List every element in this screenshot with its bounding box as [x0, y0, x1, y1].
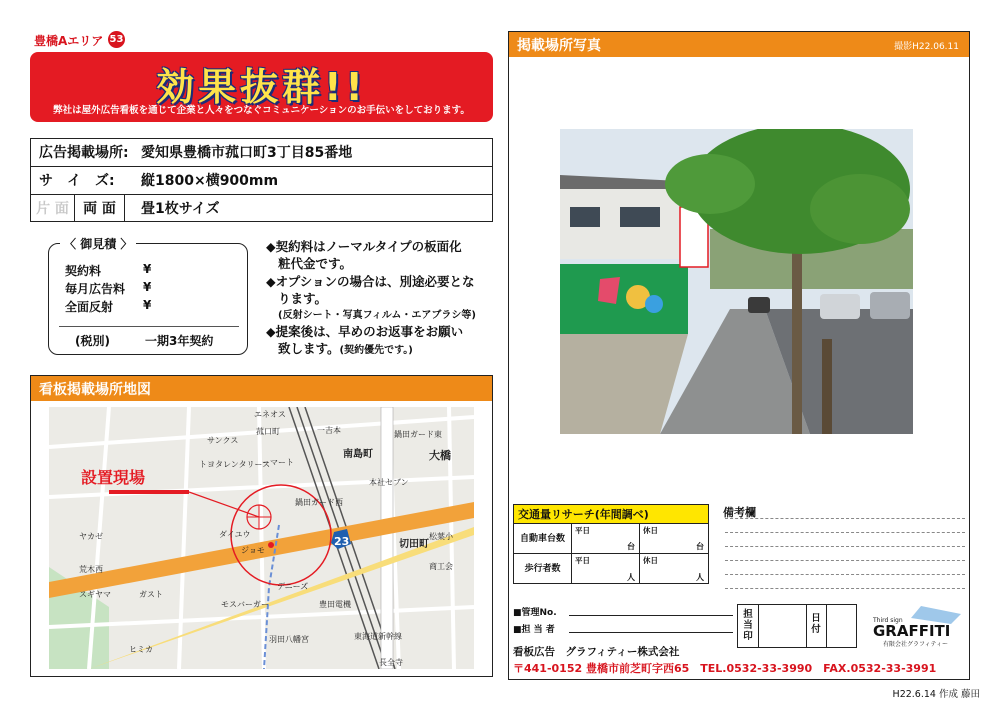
- note-1-line-2: 粧代金です。: [278, 256, 353, 271]
- traffic-title: 交通量リサーチ(年間調べ): [514, 505, 708, 524]
- traffic-car-holiday-unit: 台: [696, 542, 704, 551]
- stamp-divider: [758, 605, 759, 647]
- map-label-mosubaga: モスバーガー: [221, 600, 269, 609]
- traffic-car-weekday-unit: 台: [627, 542, 635, 551]
- logo-main: GRAFFITI: [873, 622, 951, 640]
- estimate-monthly-label: 毎月広告料: [65, 282, 126, 296]
- side-double: 両 面: [75, 195, 125, 222]
- estimate-tax: (税別): [75, 334, 110, 348]
- map-label-toyota: トヨタレンタリース: [199, 460, 271, 469]
- estimate-contract-label: 契約料: [65, 264, 102, 278]
- location-label: 広告掲載場所:: [39, 145, 129, 161]
- map-label-eneos: エネオス: [254, 410, 286, 419]
- estimate-box: [48, 243, 248, 355]
- map-label-ichikawa: 一吉本: [317, 426, 341, 435]
- note-2-small: (反射シート・写真フィルム・エアブラシ等): [278, 310, 476, 321]
- estimate-title: 〈 御見積 〉: [60, 235, 136, 252]
- logo-kana: 有限会社グラフィティー: [883, 641, 949, 648]
- stamp-divider: [826, 605, 827, 647]
- info-table: [30, 138, 493, 222]
- remark-line: [725, 532, 965, 533]
- location-map: [49, 407, 474, 669]
- person-label: ■担 当 者: [513, 625, 555, 635]
- headline: 効果抜群!!: [156, 65, 367, 109]
- map-label-minami-shimamachi: 南島町: [343, 449, 373, 460]
- map-label-daiyu: ダイユウ: [219, 530, 251, 539]
- map-label-toyodenki: 豊田電機: [319, 600, 351, 609]
- traffic-car-weekday-label: 平日: [575, 526, 590, 535]
- traffic-car-weekday: [572, 524, 640, 554]
- map-label-mart: ーマート: [262, 458, 294, 467]
- note-2-line-2: ります。: [278, 291, 328, 306]
- map-section: [30, 375, 493, 677]
- traffic-car-holiday: [640, 524, 708, 554]
- person-line: [569, 632, 733, 633]
- estimate-reflect-label: 全面反射: [65, 300, 114, 314]
- map-label-kiritemachi: 切田町: [399, 539, 429, 550]
- headline-banner: [30, 52, 493, 122]
- remark-line: [725, 560, 965, 561]
- size-tatami: 畳1枚サイズ: [141, 201, 220, 217]
- map-label-kaminishi: 鍋田ガード西: [295, 498, 343, 507]
- estimate-reflect-yen: ¥: [143, 298, 152, 312]
- photo-title: 掲載場所写真: [517, 38, 601, 54]
- map-label-sanx: サンクス: [207, 436, 239, 445]
- map-label-tokaido: 東海道新幹線: [354, 632, 402, 641]
- size-label: サ イ ズ:: [39, 173, 115, 189]
- manager-no-label: ■管理No.: [513, 608, 557, 618]
- size-row: [31, 167, 492, 195]
- traffic-car-label: 自動車台数: [514, 524, 572, 554]
- manager-no-line: [569, 615, 733, 616]
- company-name: 看板広告 グラフィティー株式会社: [513, 646, 680, 658]
- map-label-denizu: デニーズ: [277, 582, 309, 591]
- estimate-term: 一期3年契約: [145, 334, 214, 348]
- traffic-car-holiday-label: 休日: [643, 526, 658, 535]
- traffic-walk-weekday-unit: 人: [627, 573, 635, 582]
- photo-date: 撮影H22.06.11: [894, 42, 959, 52]
- estimate-title-text: 御見積: [80, 237, 117, 251]
- remark-line: [725, 574, 965, 575]
- note-3-small: (契約優先です。): [339, 345, 413, 356]
- note-2-line-1: ◆オプションの場合は、別途必要とな: [266, 274, 475, 289]
- traffic-walk-weekday: [572, 554, 640, 584]
- note-1: [266, 238, 496, 272]
- size-value: 縦1800×横900mm: [141, 173, 279, 189]
- side-row: [31, 195, 492, 223]
- stamp-box: [737, 604, 857, 648]
- map-label-himika: ヒミカ: [129, 645, 153, 654]
- map-header: [31, 376, 492, 401]
- estimate-monthly-yen: ¥: [143, 280, 152, 294]
- traffic-walk-holiday: [640, 554, 708, 584]
- map-label-komoguchi: 菰口町: [256, 427, 280, 436]
- remark-line: [725, 588, 965, 589]
- traffic-research: [513, 504, 709, 584]
- estimate-contract-yen: ¥: [143, 262, 152, 276]
- note-3: [266, 323, 496, 359]
- footer-note: H22.6.14 作成 藤田: [892, 689, 980, 700]
- note-3-line-2: 致します。: [278, 341, 340, 356]
- note-2: [266, 273, 496, 324]
- route-number: 23: [334, 535, 350, 548]
- area-label: 豊橋Aエリア: [34, 34, 104, 48]
- map-label-gasuto: ガスト: [139, 590, 163, 599]
- area-number-badge: 53: [108, 31, 125, 48]
- company-contact: 〒441-0152 豊橋市前芝町字西65 TEL.0532-33-3990 FAX.0532-33-3991: [513, 662, 937, 675]
- map-title: 看板掲載場所地図: [39, 382, 151, 398]
- map-label-kisou: 荒木西: [79, 565, 103, 574]
- note-1-line-1: ◆契約料はノーマルタイプの板面化: [266, 239, 462, 254]
- traffic-walk-holiday-unit: 人: [696, 573, 704, 582]
- side-single: 片 面: [31, 195, 75, 222]
- map-label-yakaze: ヤカゼ: [79, 532, 103, 541]
- photo-section: [508, 31, 970, 680]
- graffiti-logo: [871, 604, 961, 650]
- map-label-shoukoukai: 商工会: [429, 562, 453, 571]
- map-label-hashimoto: 羽田八幡宮: [269, 635, 309, 644]
- map-label-chosen: 長全寺: [379, 658, 403, 667]
- map-label-sake: 鍋田ガード東: [394, 430, 442, 439]
- map-label-matsuya: 松葉小: [429, 532, 453, 541]
- location-value: 愛知県豊橋市菰口町3丁目85番地: [141, 145, 353, 161]
- logo-small: Third sign: [873, 617, 903, 624]
- map-label-seven: 本社セブン: [369, 478, 409, 487]
- note-3-line-1: ◆提案後は、早めのお返事をお願い: [266, 324, 464, 339]
- stamp-person-label: 担当印: [743, 609, 753, 642]
- traffic-walk-weekday-label: 平日: [575, 556, 590, 565]
- traffic-walk-label: 歩行者数: [514, 554, 572, 584]
- traffic-walk-holiday-label: 休日: [643, 556, 658, 565]
- stamp-date-label: 日付: [811, 613, 821, 635]
- site-photo: [560, 129, 913, 434]
- map-label-sugaki: スギヤマ: [79, 590, 111, 599]
- estimate-divider: [59, 326, 239, 327]
- install-site-label: 設置現場: [81, 468, 146, 487]
- remark-line: [725, 518, 965, 519]
- remark-line: [725, 546, 965, 547]
- tagline: 弊社は屋外広告看板を通じて企業と人々をつなぐコミュニケーションのお手伝いをしております。: [53, 105, 470, 116]
- remarks-title: 備考欄: [723, 506, 756, 519]
- map-label-jomo: ジョモ: [241, 546, 265, 555]
- location-row: [31, 139, 492, 167]
- map-label-ohashi: 大橋: [429, 449, 451, 462]
- photo-header: [509, 32, 969, 57]
